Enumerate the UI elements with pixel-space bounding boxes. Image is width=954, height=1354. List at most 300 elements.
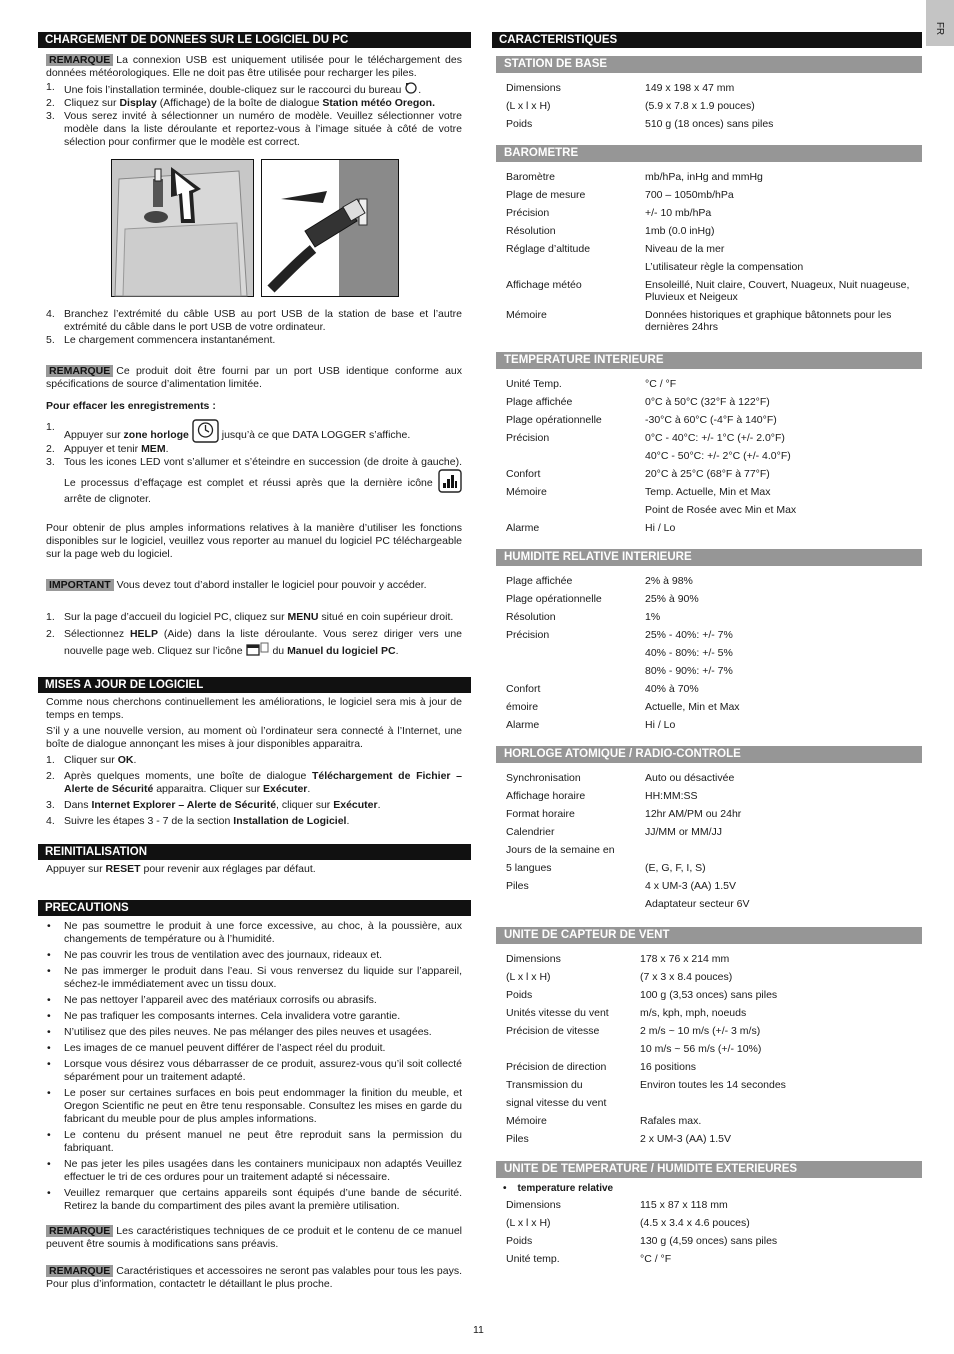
spec-row xyxy=(506,695,740,713)
spec-label: Précision xyxy=(506,432,550,444)
update-step-1-a: Cliquer sur xyxy=(64,754,115,766)
spec-value: 510 g (18 onces) sans piles xyxy=(645,118,774,130)
spec-label: Transmission du xyxy=(506,1079,583,1091)
spec-row xyxy=(506,273,928,303)
spec-value: JJ/MM or MM/JJ xyxy=(645,826,722,838)
important-note xyxy=(46,579,462,592)
bullet-icon: • xyxy=(47,1187,51,1199)
spec-row xyxy=(506,1229,777,1247)
precaution-item xyxy=(46,1042,462,1055)
spec-section-title: STATION DE BASE xyxy=(496,56,922,73)
spec-row xyxy=(506,237,928,255)
help-step-2-a: Sélectionnez xyxy=(64,628,125,640)
spec-value: 2% à 98% xyxy=(645,575,693,587)
reset-text-a: Appuyer sur xyxy=(46,863,103,875)
usb-step-5-text: Le chargement commencera instantanément. xyxy=(64,334,276,346)
spec-value: Données historiques et graphique bâtonnets pour les dernières 24hrs xyxy=(645,309,892,333)
precaution-item xyxy=(46,1058,462,1084)
reset-text xyxy=(46,863,462,876)
specs-container xyxy=(492,56,928,1265)
precaution-text: Ne pas jeter les piles usagées dans les containers municipaux non adaptés Veuillez effectuer le tri de ces ordures pour un traitement adapté si nécessaire. xyxy=(64,1158,462,1183)
spec-value: 130 g (4,59 onces) sans piles xyxy=(640,1235,778,1247)
spec-row xyxy=(506,1091,786,1109)
spec-label: Poids xyxy=(506,118,533,130)
spec-label xyxy=(506,1037,640,1055)
spec-label: Affichage horaire xyxy=(506,790,586,802)
update-step-1: 1. Cliquer sur OK. xyxy=(46,754,137,766)
spec-value: 16 positions xyxy=(640,1061,697,1073)
spec-label: Synchronisation xyxy=(506,772,581,784)
spec-label: Précision de vitesse xyxy=(506,1025,600,1037)
spec-table xyxy=(506,82,773,130)
spec-value: 115 x 87 x 118 mm xyxy=(640,1199,728,1211)
spec-row xyxy=(506,1073,786,1091)
spec-label xyxy=(506,641,645,659)
spec-row xyxy=(506,659,740,677)
spec-value: +/- 10 mb/hPa xyxy=(645,207,712,219)
usb-step-2-d: Station météo Oregon. xyxy=(322,97,436,109)
spec-value: 10 m/s ~ 56 m/s (+/- 10%) xyxy=(640,1043,762,1055)
usb-section-title: CHARGEMENT DE DONNEES SUR LE LOGICIEL DU PC xyxy=(38,32,471,48)
update-step-3-a: Dans xyxy=(64,799,89,811)
spec-label xyxy=(506,255,645,273)
specs-section-title: CARACTERISTIQUES xyxy=(492,32,922,48)
spec-label: Poids xyxy=(506,989,533,1001)
spec-value: Rafales max. xyxy=(640,1115,702,1127)
spec-row xyxy=(506,772,749,784)
spec-value: 0°C à 50°C (32°F à 122°F) xyxy=(645,396,770,408)
spec-row xyxy=(506,1001,786,1019)
erase-steps xyxy=(46,419,462,506)
erase-step-1-c: jusqu’à ce que DATA LOGGER s’affiche. xyxy=(221,429,411,441)
usb-step-2-b: Display xyxy=(119,97,157,109)
spec-row xyxy=(506,983,786,1001)
note-tag: REMARQUE xyxy=(46,54,113,66)
usb-note xyxy=(46,54,462,80)
spec-row xyxy=(506,587,740,605)
led-bars-icon xyxy=(438,469,462,493)
spec-value: L’utilisateur règle la compensation xyxy=(645,261,804,273)
spec-label: Mémoire xyxy=(506,1115,547,1127)
precaution-text: Ne pas trafiquer les composants internes. Cela invalidera votre garantie. xyxy=(64,1010,401,1022)
spec-label: (L x l x H) xyxy=(506,100,551,112)
precaution-item xyxy=(46,1129,462,1155)
precaution-text: Les images de ce manuel peuvent différer de l’aspect réel du produit. xyxy=(64,1042,386,1054)
spec-row xyxy=(506,498,796,516)
spec-label: Piles xyxy=(506,1133,529,1145)
spec-value: 25% à 90% xyxy=(645,593,699,605)
precaution-text: Lorsque vous désirez vous débarrasser de ce produit, assurez-vous qu’il soit collecté séparément pour un traitement adapté. xyxy=(64,1058,462,1083)
spec-table xyxy=(506,575,740,731)
spec-value: 149 x 198 x 47 mm xyxy=(645,82,735,94)
update-p1: Comme nous cherchons continuellement les améliorations, le logiciel sera mis à jour de temps en temps. xyxy=(46,696,462,721)
spec-bullet xyxy=(503,1182,928,1195)
spec-row xyxy=(506,444,796,462)
spec-table xyxy=(506,953,786,1145)
spec-row xyxy=(506,303,928,333)
update-step-2: 2. Après quelques moments, une boîte de dialogue Téléchargement de Fichier – Alerte de Sécurité apparaitra. Cliquer sur Exécuter. xyxy=(46,770,462,795)
spec-label xyxy=(506,444,645,462)
spec-label: Unité Temp. xyxy=(506,378,562,390)
spec-value: 40% à 70% xyxy=(645,683,699,695)
note-tag: REMARQUE xyxy=(46,1265,113,1277)
spec-label: Confort xyxy=(506,468,541,480)
final-note-2-text: Caractéristiques et accessoires ne seront pas valables pour tous les pays. Pour plus d’information, contactetr le détaillant le plus proche. xyxy=(46,1265,462,1290)
manual-window-icon xyxy=(246,642,270,656)
spec-row xyxy=(506,892,749,910)
precaution-text: Le contenu du présent manuel ne peut être reproduit sans la permission du fabriquant. xyxy=(64,1129,462,1154)
spec-value: 2 m/s ~ 10 m/s (+/- 3 m/s) xyxy=(640,1025,761,1037)
spec-row xyxy=(506,677,740,695)
spec-value: 20°C à 25°C (68°F à 77°F) xyxy=(645,468,770,480)
spec-value: Environ toutes les 14 secondes xyxy=(640,1079,786,1091)
spec-value xyxy=(645,838,749,856)
spec-value: Niveau de la mer xyxy=(645,243,725,255)
spec-label: 5 langues xyxy=(506,862,552,874)
spec-label: Plage affichée xyxy=(506,575,573,587)
help-step-2: 2. Sélectionnez HELP (Aide) dans la liste déroulante. Vous serez diriger vers une nouvelle page web. Cliquez sur l’icône du Manuel du logiciel PC. xyxy=(46,628,463,657)
spec-section-title: UNITE DE TEMPERATURE / HUMIDITE EXTERIEURES xyxy=(496,1161,922,1178)
spec-label: Mémoire xyxy=(506,309,547,321)
spec-label: Précision xyxy=(506,629,550,641)
usb-note-text: La connexion USB est uniquement utilisée pour le téléchargement des données météorologiques. Elle ne doit pas être utilisée pour recharger les piles. xyxy=(46,54,462,79)
spec-value: 40% - 80%: +/- 5% xyxy=(645,647,733,659)
spec-value: Hi / Lo xyxy=(645,719,676,731)
update-step-2-b: Téléchargement de Fichier – Alerte de Sécurité xyxy=(64,770,462,795)
usb-step-2: 2. Cliquez sur Display (Affichage) de la boîte de dialogue Station météo Oregon. xyxy=(46,97,436,109)
spec-row xyxy=(506,255,928,273)
precaution-item xyxy=(46,994,462,1007)
erase-step-3-a: Tous les icones LED vont s’allumer et s’éteindre en succession (de droite à gauche). Le processus d’effaçage est complet et réussi après que la dernière icône xyxy=(64,456,462,489)
spec-row xyxy=(506,953,786,965)
precaution-item xyxy=(46,1158,462,1184)
spec-row xyxy=(506,408,796,426)
important-tag: IMPORTANT xyxy=(46,579,114,591)
usb-plug-computer-illustration xyxy=(261,159,399,297)
spec-row xyxy=(506,171,928,183)
precaution-text: Ne pas immerger le produit dans l’eau. Si vous renversez du liquide sur l’appareil, séchez-le immédiatement avec un tissu doux. xyxy=(64,965,462,990)
usb-step-3-text: Vous serez invité à sélectionner un numéro de modèle. Veuillez sélectionner votre modèle dans la liste déroulante et reportez-vous à l’image située à côté de votre sélection pour confirmer que le modèle est correct. xyxy=(64,110,462,148)
spec-value: mb/hPa, inHg and mmHg xyxy=(645,171,763,183)
spec-table xyxy=(506,378,796,534)
spec-row xyxy=(506,94,773,112)
spec-table xyxy=(506,1199,777,1265)
bullet-icon: • xyxy=(47,1158,51,1170)
precautions-section-title: PRECAUTIONS xyxy=(38,900,471,916)
usb-step-4-text: Branchez l’extrémité du câble USB au port USB de la station de base et l’autre extrémité du câble dans le port USB de votre ordinateur. xyxy=(64,308,462,333)
spec-value: -30°C à 60°C (-4°F à 140°F) xyxy=(645,414,777,426)
spec-value: 178 x 76 x 214 mm xyxy=(640,953,730,965)
final-note-1 xyxy=(46,1225,462,1251)
spec-value: Auto ou désactivée xyxy=(645,772,735,784)
precaution-item xyxy=(46,920,462,946)
update-step-3-d: Exécuter xyxy=(333,799,378,811)
spec-row xyxy=(506,480,796,498)
spec-row xyxy=(506,784,749,802)
spec-label: Format horaire xyxy=(506,808,575,820)
spec-label: Alarme xyxy=(506,522,540,534)
spec-label: Poids xyxy=(506,1235,533,1247)
help-step-1-a: Sur la page d’accueil du logiciel PC, cliquez sur xyxy=(64,611,285,623)
update-step-4-b: Installation de Logiciel xyxy=(233,815,347,827)
help-step-2-e: Manuel du logiciel PC xyxy=(287,645,396,657)
spec-row xyxy=(506,965,786,983)
spec-label: Baromètre xyxy=(506,171,556,183)
spec-row xyxy=(506,802,749,820)
spec-section-title: HUMIDITE RELATIVE INTERIEURE xyxy=(496,549,922,566)
spec-row xyxy=(506,874,749,892)
precautions-list xyxy=(46,920,462,1213)
spec-section-title: BAROMETRE xyxy=(496,145,922,162)
spec-row xyxy=(506,1037,786,1055)
spec-value: Temp. Actuelle, Min et Max xyxy=(645,486,771,498)
spec-section-title: UNITE DE CAPTEUR DE VENT xyxy=(496,927,922,944)
language-tab xyxy=(926,0,954,46)
spec-value: 0°C - 40°C: +/- 1°C (+/- 2.0°F) xyxy=(645,432,785,444)
spec-value: (7 x 3 x 8.4 pouces) xyxy=(640,971,733,983)
usb-note-2 xyxy=(46,365,462,391)
help-step-2-b: HELP xyxy=(129,628,158,640)
update-step-3-b: Internet Explorer – Alerte de Sécurité xyxy=(91,799,277,811)
left-column xyxy=(38,32,471,1291)
spec-label xyxy=(506,892,645,910)
bullet-icon: • xyxy=(47,1129,51,1141)
bullet-icon: • xyxy=(47,920,51,932)
erase-step-3: 3. Tous les icones LED vont s’allumer et s’éteindre en succession (de droite à gauche). Le processus d’effaçage est complet et réussi après que la dernière icône arrête de clignoter. xyxy=(46,456,462,505)
spec-label: Piles xyxy=(506,880,529,892)
spec-value: 100 g (3,53 onces) sans piles xyxy=(640,989,778,1001)
spec-row xyxy=(506,462,796,480)
spec-label: Précision de direction xyxy=(506,1061,607,1073)
spec-label: Résolution xyxy=(506,225,556,237)
page-number: 11 xyxy=(473,1324,484,1336)
update-step-1-b: OK xyxy=(117,754,134,766)
spec-value: Hi / Lo xyxy=(645,522,676,534)
spec-row xyxy=(506,1127,786,1145)
spec-row xyxy=(506,623,740,641)
spec-row xyxy=(506,112,773,130)
final-note-1-text: Les caractéristiques techniques de ce produit et le contenu de ce manuel peuvent être soumis à modifications sans préavis. xyxy=(46,1225,462,1250)
spec-section-title: TEMPERATURE INTERIEURE xyxy=(496,352,922,369)
spec-label: signal vitesse du vent xyxy=(506,1097,607,1109)
spec-label: Dimensions xyxy=(506,953,561,965)
spec-table xyxy=(506,171,928,333)
bullet-icon: • xyxy=(503,1183,507,1194)
help-step-2-d: du xyxy=(272,645,285,657)
update-p2: S’il y a une nouvelle version, au moment où l’ordinateur sera connecté à l’Internet, une boîte de dialogue annonçant les mises à jour disponibles apparaitra. xyxy=(46,725,462,750)
usb-step-5: 5. Le chargement commencera instantanément. xyxy=(46,334,276,346)
spec-row xyxy=(506,1211,777,1229)
spec-row xyxy=(506,426,796,444)
spec-value: 12hr AM/PM ou 24hr xyxy=(645,808,742,820)
spec-value: 80% - 90%: +/- 7% xyxy=(645,665,733,677)
erase-step-1-a: Appuyer sur xyxy=(64,429,121,441)
note-tag: REMARQUE xyxy=(46,1225,113,1237)
usb-steps xyxy=(46,81,462,149)
spec-value: 1mb (0.0 inHg) xyxy=(645,225,715,237)
usb-step-3: 3. Vous serez invité à sélectionner un numéro de modèle. Veuillez sélectionner votre modèle dans la liste déroulante et reportez-vous à l’image située à côté de votre sélection pour confirmer que le modèle est correct. xyxy=(46,110,462,148)
usb-step-1: 1. Une fois l’installation terminée, double-cliquez sur le raccourci du bureau . xyxy=(46,81,422,96)
precaution-text: Ne pas couvrir les trous de ventilation avec des journaux, rideaux et. xyxy=(64,949,383,961)
spec-value: (E, G, F, I, S) xyxy=(645,862,706,874)
precaution-item xyxy=(46,1026,462,1039)
spec-value: 1% xyxy=(645,611,661,623)
spec-value: (4.5 x 3.4 x 4.6 pouces) xyxy=(640,1217,750,1229)
clock-icon xyxy=(192,419,219,443)
update-step-2-d: Exécuter xyxy=(263,783,308,795)
help-step-1: 1. Sur la page d’accueil du logiciel PC, cliquez sur MENU situé en coin supérieur droit. xyxy=(46,611,454,623)
spec-value: 25% - 40%: +/- 7% xyxy=(645,629,733,641)
erase-step-3-b: arrête de clignoter. xyxy=(64,493,151,505)
bullet-icon: • xyxy=(47,1042,51,1054)
spec-row xyxy=(506,820,749,838)
spec-row xyxy=(506,183,928,201)
update-step-3-c: , cliquer sur xyxy=(276,799,331,811)
spec-value: m/s, kph, mph, noeuds xyxy=(640,1007,747,1019)
reset-text-c: pour revenir aux réglages par défaut. xyxy=(143,863,316,875)
spec-value: 700 – 1050mb/hPa xyxy=(645,189,734,201)
spec-row xyxy=(506,201,928,219)
erase-step-1-b: zone horloge xyxy=(123,429,189,441)
update-step-3: 3. Dans Internet Explorer – Alerte de Sécurité, cliquer sur Exécuter. xyxy=(46,799,381,811)
spec-row xyxy=(506,1247,777,1265)
bullet-icon: • xyxy=(47,1026,51,1038)
reset-text-b: RESET xyxy=(105,863,141,875)
spec-label: Calendrier xyxy=(506,826,555,838)
erase-title: Pour effacer les enregistrements : xyxy=(46,400,216,412)
precaution-item xyxy=(46,949,462,962)
spec-table xyxy=(506,772,749,910)
spec-row xyxy=(506,516,796,534)
update-step-2-a: Après quelques moments, une boîte de dialogue xyxy=(64,770,307,782)
bullet-icon: • xyxy=(47,949,51,961)
spec-value: °C / °F xyxy=(640,1253,672,1265)
spec-value: Point de Rosée avec Min et Max xyxy=(645,504,797,516)
spec-row xyxy=(506,838,749,856)
help-steps xyxy=(46,611,462,659)
spec-label: Résolution xyxy=(506,611,556,623)
update-section-title: MISES A JOUR DE LOGICIEL xyxy=(38,677,471,693)
spec-label: Confort xyxy=(506,683,541,695)
spec-label xyxy=(506,498,645,516)
spec-row xyxy=(506,575,740,587)
right-column xyxy=(492,32,928,1265)
usb-step-2-a: Cliquez sur xyxy=(64,97,117,109)
precaution-text: Veuillez remarquer que certains appareils sont équipés d’une bande de sécurité. Retirez la bande du compartiment des piles avant la première utilisation. xyxy=(64,1187,462,1212)
precaution-item xyxy=(46,1187,462,1213)
spec-label: Dimensions xyxy=(506,1199,561,1211)
spec-value: Actuelle, Min et Max xyxy=(645,701,740,713)
spec-section-title: HORLOGE ATOMIQUE / RADIO-CONTROLE xyxy=(496,746,922,763)
spec-label xyxy=(506,659,645,677)
spec-label: Affichage météo xyxy=(506,279,582,291)
spec-value: Ensoleillé, Nuit claire, Couvert, Nuageux, Nuit nuageuse, Pluvieux et Neigeux xyxy=(645,279,910,303)
precaution-text: N’utilisez que des piles neuves. Ne pas mélanger des piles neuves et usagées. xyxy=(64,1026,432,1038)
update-steps xyxy=(46,754,462,828)
spec-label: Unité temp. xyxy=(506,1253,560,1265)
desktop-shortcut-icon xyxy=(404,81,418,94)
precaution-text: Le poser sur certaines surfaces en bois peut endommager la finition du meuble, et Oregon Scientific ne peut en être tenu responsable. Consultez les mises en garde du fabricant du meuble pour de plus amples informations. xyxy=(64,1087,462,1125)
spec-value xyxy=(640,1091,786,1109)
spec-value: °C / °F xyxy=(645,378,677,390)
erase-step-1: 1. Appuyer sur zone horloge jusqu’à ce que DATA LOGGER s’affiche. xyxy=(46,421,411,441)
spec-label: Plage opérationnelle xyxy=(506,593,602,605)
important-text: Vous devez tout d’abord installer le logiciel pour pouvoir y accéder. xyxy=(116,579,427,591)
spec-label: Plage opérationnelle xyxy=(506,414,602,426)
spec-bullet-text: temperature relative xyxy=(517,1183,614,1194)
spec-label: Précision xyxy=(506,207,550,219)
spec-row xyxy=(506,1109,786,1127)
language-tab-label: FR xyxy=(934,21,946,36)
spec-value: (5.9 x 7.8 x 1.9 pouces) xyxy=(645,100,755,112)
spec-row xyxy=(506,713,740,731)
spec-value: 40°C - 50°C: +/- 2°C (+/- 4.0°F) xyxy=(645,450,791,462)
help-step-1-b: MENU xyxy=(287,611,319,623)
spec-row xyxy=(506,605,740,623)
update-step-4: 4. Suivre les étapes 3 - 7 de la section Installation de Logiciel. xyxy=(46,815,350,827)
bullet-icon: • xyxy=(47,965,51,977)
spec-row xyxy=(506,390,796,408)
spec-label: Jours de la semaine en xyxy=(506,844,615,856)
spec-label: Plage affichée xyxy=(506,396,573,408)
reset-section-title: REINITIALISATION xyxy=(38,844,471,860)
spec-row xyxy=(506,1055,786,1073)
usb-illustrations xyxy=(38,155,471,300)
spec-label: Dimensions xyxy=(506,82,561,94)
bullet-icon: • xyxy=(47,1087,51,1099)
precaution-text: Ne pas nettoyer l’appareil avec des matériaux corrosifs ou abrasifs. xyxy=(64,994,377,1006)
update-step-4-a: Suivre les étapes 3 - 7 de la section xyxy=(64,815,231,827)
help-step-2-c: (Aide) dans la liste déroulante. Vous serez diriger vers une nouvelle page web. Cliquez sur l’icône xyxy=(64,628,463,657)
spec-row xyxy=(506,378,796,390)
bullet-icon: • xyxy=(47,1010,51,1022)
precaution-item xyxy=(46,1010,462,1023)
erase-step-2: 2. Appuyer et tenir MEM. xyxy=(46,443,169,455)
spec-value: 4 x UM-3 (AA) 1.5V xyxy=(645,880,737,892)
spec-row xyxy=(506,856,749,874)
precaution-item xyxy=(46,1087,462,1126)
usb-note-2-text: Ce produit doit être fourni par un port USB identique conforme aux spécifications de source d’alimentation limitée. xyxy=(46,365,462,390)
erase-step-2-a: Appuyer et tenir xyxy=(64,443,139,455)
bullet-icon: • xyxy=(47,994,51,1006)
spec-label: Mémoire xyxy=(506,486,547,498)
final-note-2 xyxy=(46,1265,462,1291)
spec-row xyxy=(506,1199,777,1211)
spec-label: Unités vitesse du vent xyxy=(506,1007,609,1019)
spec-value: HH:MM:SS xyxy=(645,790,698,802)
spec-label: Alarme xyxy=(506,719,540,731)
spec-row xyxy=(506,641,740,659)
spec-value: 2 x UM-3 (AA) 1.5V xyxy=(640,1133,732,1145)
spec-row xyxy=(506,219,928,237)
bullet-icon: • xyxy=(47,1058,51,1070)
precaution-item xyxy=(46,965,462,991)
usb-step-1-text: Une fois l’installation terminée, double-cliquez sur le raccourci du bureau xyxy=(64,84,402,96)
spec-label: Réglage d’altitude xyxy=(506,243,591,255)
erase-step-2-b: MEM xyxy=(141,443,166,455)
spec-label: Plage de mesure xyxy=(506,189,586,201)
spec-value: Adaptateur secteur 6V xyxy=(645,898,750,910)
usb-steps-continued xyxy=(46,308,462,347)
more-info: Pour obtenir de plus amples informations relatives à la manière d’utiliser les fonctions disponibles sur le logiciel, veuillez vous reporter au manuel du logiciel PC téléchargeable sur la page web du logiciel. xyxy=(46,522,462,560)
spec-label: (L x l x H) xyxy=(506,971,551,983)
usb-step-4: 4. Branchez l’extrémité du câble USB au port USB de la station de base et l’autre extrémité du câble dans le port USB de votre ordinateur. xyxy=(46,308,462,333)
help-step-1-c: situé en coin supérieur droit. xyxy=(321,611,454,623)
update-step-2-c: apparaitra. Cliquer sur xyxy=(156,783,261,795)
note-tag: REMARQUE xyxy=(46,365,113,377)
spec-label: émoire xyxy=(506,701,539,713)
precaution-text: Ne pas soumettre le produit à une force excessive, au choc, à la poussière, aux changements de température ou à l’humidité. xyxy=(64,920,462,945)
